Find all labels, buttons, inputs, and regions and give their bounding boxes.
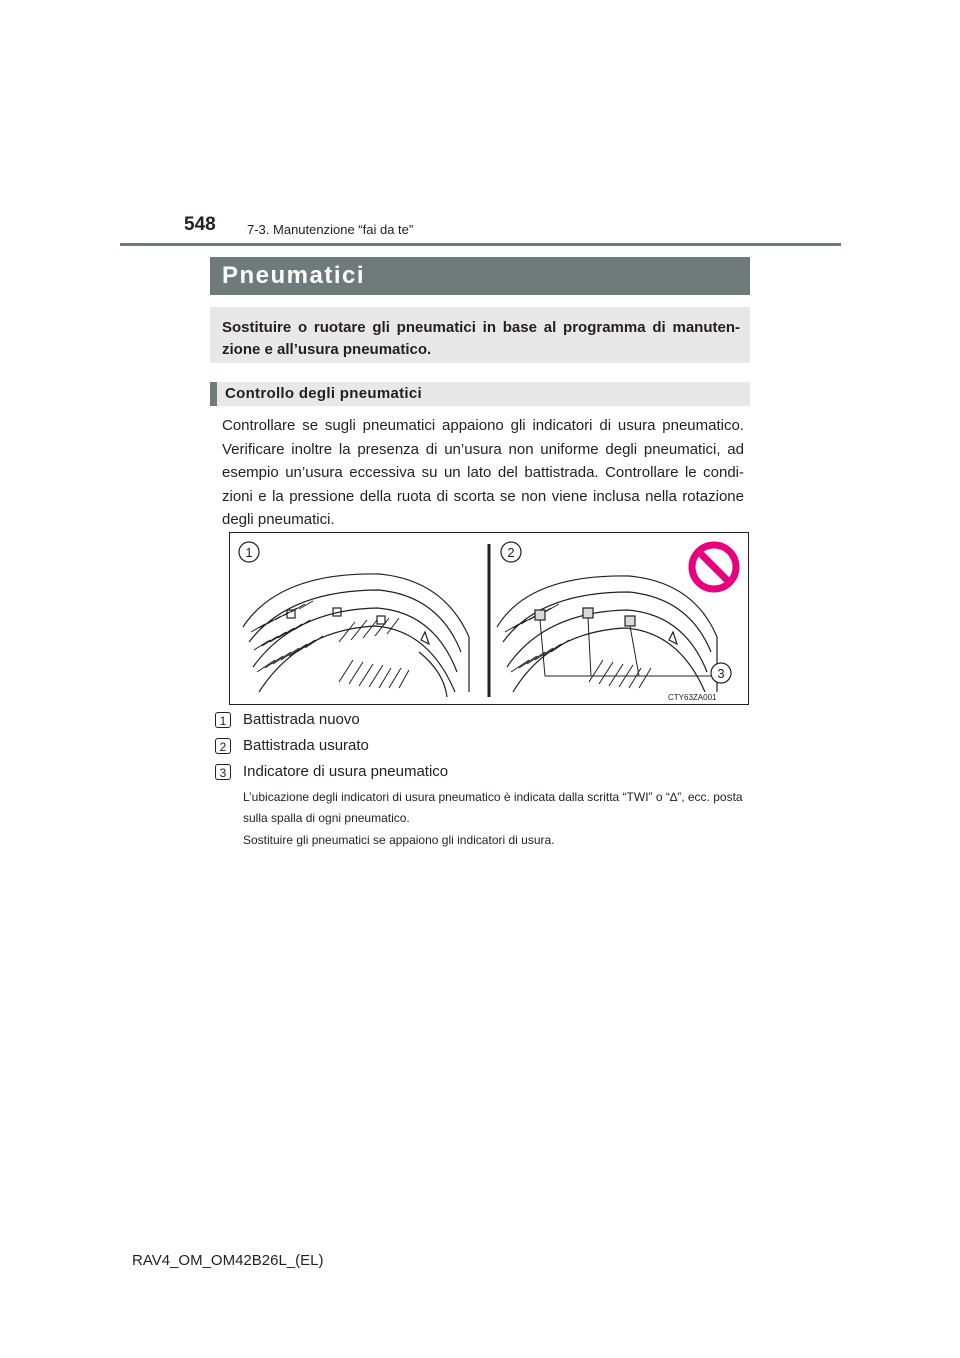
- intro-box: [210, 307, 750, 363]
- legend-label: Battistrada nuovo: [243, 711, 360, 728]
- note-paragraph: Sostituire gli pneumatici se appaiono gli indicatori di usura.: [243, 833, 555, 847]
- subheading: Controllo degli pneumatici: [225, 385, 422, 402]
- page-number: 548: [184, 214, 216, 235]
- legend-number: 1: [215, 712, 231, 728]
- intro-text: Sostituire o ruotare gli pneumatici in base al programma di manuten-zione e all’usura pneumatico.: [222, 319, 740, 358]
- header-rule: [120, 243, 841, 246]
- page-title: Pneumatici: [222, 262, 366, 289]
- tire-wear-figure: [229, 532, 749, 705]
- title-bar: [210, 257, 750, 295]
- callout-3-label: 3: [717, 666, 725, 681]
- figure-code: CTY63ZA001: [668, 693, 717, 702]
- body-paragraph: Controllare se sugli pneumatici appaiono gli indicatori di usura pneumatico. Verificare inoltre la presenza di un’usura non uniforme degli pneumatici, ad esempio un’usura eccessiva su un lato del battistrada. Controllare le condi-zioni e la pressione della ruota di scorta se non viene inclusa nella rotazione degli pneumatici.: [222, 417, 744, 528]
- legend-number: 2: [215, 738, 231, 754]
- footer-code: RAV4_OM_OM42B26L_(EL): [132, 1252, 324, 1269]
- subheading-bar: [210, 382, 750, 406]
- subheading-accent: [210, 382, 217, 406]
- callout-1: [239, 542, 259, 562]
- callout-2: [501, 542, 521, 562]
- legend-label: Indicatore di usura pneumatico: [243, 763, 449, 780]
- callout-1-label: 1: [245, 545, 253, 560]
- callout-3: [711, 663, 731, 683]
- section-reference: 7-3. Manutenzione “fai da te”: [247, 222, 414, 237]
- note-paragraph: L’ubicazione degli indicatori di usura pneumatico è indicata dalla scritta “TWI” o “∆”, ecc. posta sulla spalla di ogni pneumatico.: [243, 790, 743, 825]
- legend-label: Battistrada usurato: [243, 737, 369, 754]
- callout-2-label: 2: [507, 545, 515, 560]
- legend-number: 3: [215, 764, 231, 780]
- tire-illustration: [229, 532, 749, 705]
